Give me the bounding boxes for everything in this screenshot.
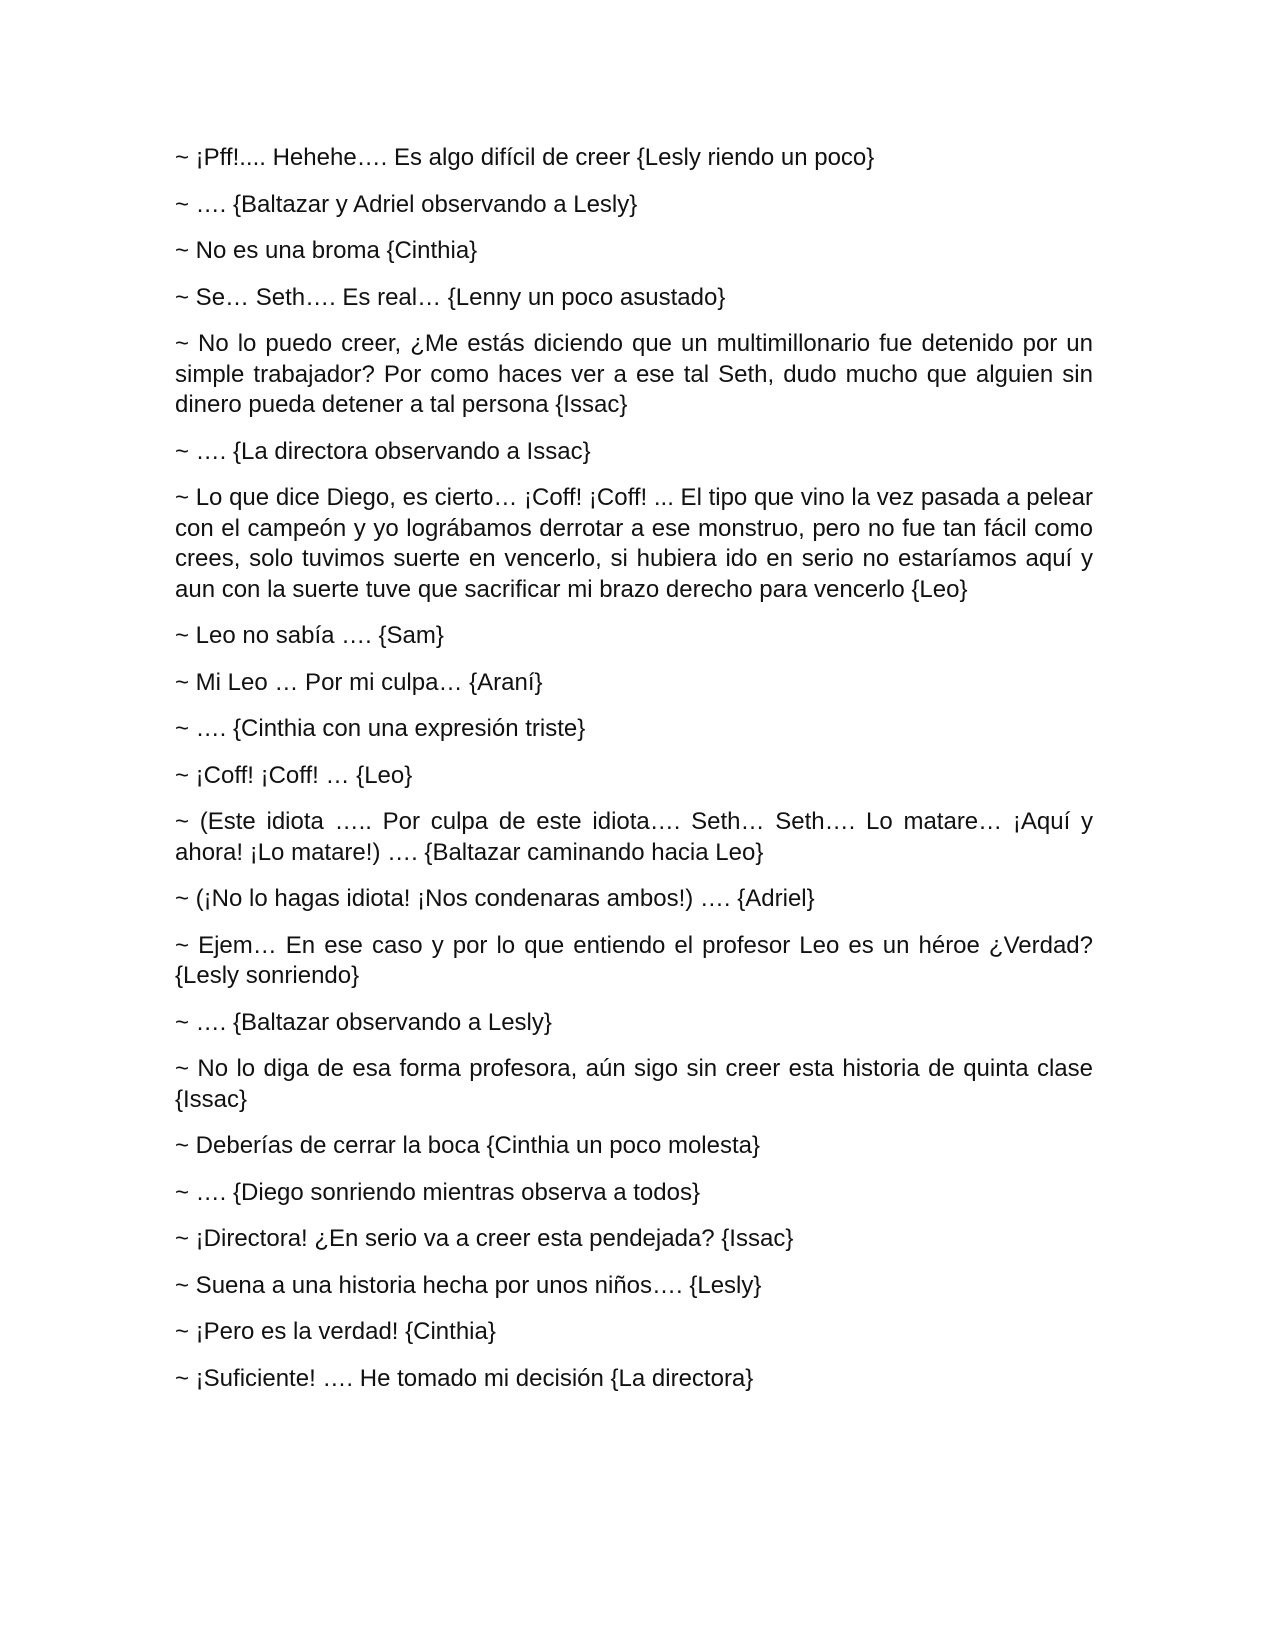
dialogue-line: ~ No es una broma {Cinthia} [175, 237, 478, 264]
dialogue-line: ~ No lo diga de esa forma profesora, aún sigo sin creer esta historia de quinta clase {Issac} [175, 1055, 1093, 1113]
dialogue-line: ~ No lo puedo creer, ¿Me estás diciendo que un multimillonario fue detenido por un simple trabajador? Por como haces ver a ese tal Seth, dudo mucho que alguien sin dinero pueda detener a tal persona {Issac} [175, 330, 1093, 418]
dialogue-line: ~ Lo que dice Diego, es cierto… ¡Coff! ¡Coff! ... El tipo que vino la vez pasada a pelear con el campeón y yo lográbamos derrotar a ese monstruo, pero no fue tan fácil como crees, solo tuvimos suerte en vencerlo, si hubiera ido en serio no estaríamos aquí y aun con la suerte tuve que sacrificar mi brazo derecho para vencerlo {Leo} [175, 484, 1093, 603]
dialogue-line: ~ …. {Diego sonriendo mientras observa a todos} [175, 1178, 700, 1206]
dialogue-line: ~ Leo no sabía …. {Sam} [175, 622, 444, 649]
dialogue-line: ~ ¡Pff!.... Hehehe…. Es algo difícil de creer {Lesly riendo un poco} [175, 144, 875, 171]
dialogue-line: ~ …. {La directora observando a Issac} [175, 437, 591, 465]
dialogue-line: ~ ¡Coff! ¡Coff! … {Leo} [175, 761, 413, 789]
dialogue-line: ~ ¡Directora! ¿En serio va a creer esta pendejada? {Issac} [175, 1225, 794, 1252]
dialogue-line: ~ …. {Cinthia con una expresión triste} [175, 715, 586, 742]
dialogue-line: ~ Ejem… En ese caso y por lo que entiendo el profesor Leo es un héroe ¿Verdad? {Lesly sonriendo} [175, 931, 1093, 989]
dialogue-line: ~ …. {Baltazar y Adriel observando a Lesly} [175, 190, 638, 218]
document-body [175, 143, 1093, 1410]
dialogue-line: ~ Suena a una historia hecha por unos niños…. {Lesly} [175, 1271, 762, 1299]
dialogue-line: ~ Mi Leo … Por mi culpa… {Araní} [175, 668, 543, 696]
dialogue-line: ~ (Este idiota ….. Por culpa de este idiota…. Seth… Seth…. Lo matare… ¡Aquí y ahora! ¡Lo matare!) …. {Baltazar caminando hacia Leo} [175, 808, 1093, 866]
dialogue-line: ~ (¡No lo hagas idiota! ¡Nos condenaras ambos!) …. {Adriel} [175, 885, 815, 912]
dialogue-line: ~ Se… Seth…. Es real… {Lenny un poco asustado} [175, 283, 726, 311]
dialogue-line: ~ ¡Pero es la verdad! {Cinthia} [175, 1318, 496, 1345]
dialogue-line: ~ Deberías de cerrar la boca {Cinthia un poco molesta} [175, 1132, 761, 1159]
dialogue-line: ~ …. {Baltazar observando a Lesly} [175, 1008, 552, 1036]
dialogue-line: ~ ¡Suficiente! …. He tomado mi decisión {La directora} [175, 1364, 754, 1392]
